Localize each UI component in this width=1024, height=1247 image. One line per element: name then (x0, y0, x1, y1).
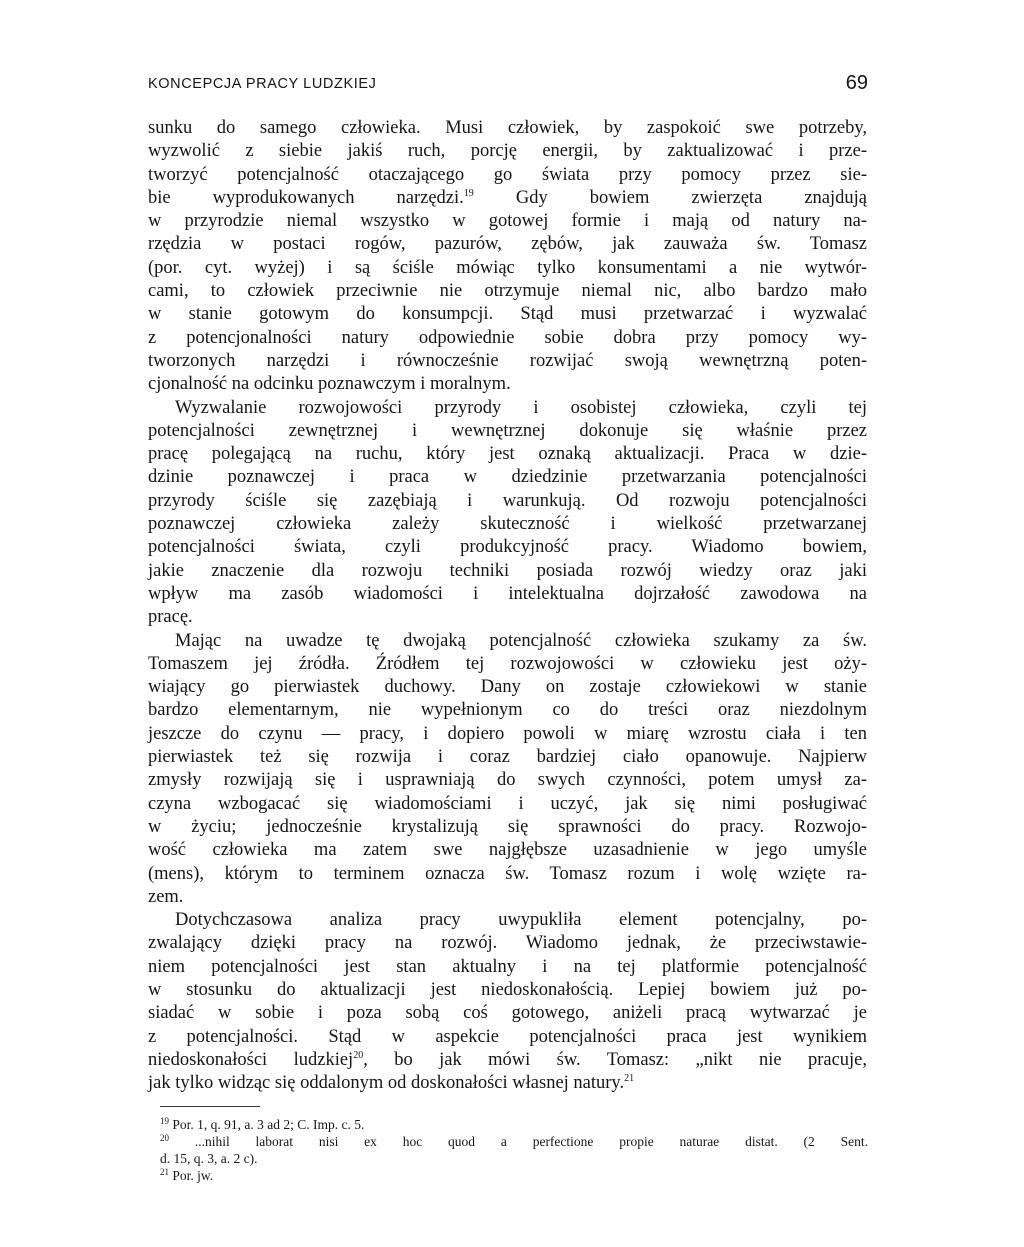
page-number: 69 (845, 72, 868, 94)
footnote-19 (160, 1116, 868, 1133)
running-title: KONCEPCJA PRACY LUDZKIEJ (148, 76, 377, 92)
text-fragment: Gdy bowiem zwierzęta znajdują (473, 187, 867, 208)
text-line: cjonalność na odcinku poznawczym i moralnym. (148, 374, 511, 395)
text-line: tworzyć potencjalność otaczającego go świata przy pomocy przez sie- (148, 164, 867, 185)
running-head (148, 72, 868, 98)
text-line: cami, to człowiek przeciwnie nie otrzymuje niemal nic, albo bardzo mało (148, 281, 867, 302)
footnote-number: 20 (160, 1133, 169, 1143)
footnote-text: Por. jw. (172, 1168, 214, 1183)
paragraph-start: Wyzwalanie rozwojowości przyrody i osobistej człowieka, czyli tej (175, 397, 867, 418)
text-line: w przyrodzie niemal wszystko w gotowej formie i mają od natury na- (148, 211, 867, 232)
text-line: wość człowieka ma zatem swe najgłębsze uzasadnienie w jego umyśle (148, 840, 867, 861)
paragraph-start: Mając na uwadze tę dwojaką potencjalność człowieka szukamy za św. (175, 630, 867, 651)
text-line: w stanie gotowym do konsumpcji. Stąd musi przetwarzać i wyzwalać (148, 304, 867, 325)
text-line: zwalający dzięki pracy na rozwój. Wiadomo jednak, że przeciwstawie- (148, 933, 867, 954)
text-line: pierwiastek też się rozwija i coraz bardziej ciało opanowuje. Najpierw (148, 747, 867, 768)
text-line (148, 187, 867, 210)
text-line: poznawczej człowieka zależy skuteczność i wielkość przetwarzanej (148, 514, 867, 535)
footnote-21 (160, 1167, 868, 1184)
paragraph-start: Dotychczasowa analiza pracy uwypukliła element potencjalny, po- (175, 910, 867, 931)
footnote-number: 21 (160, 1167, 169, 1177)
text-fragment: jak tylko widząc się oddalonym od doskonałości własnej natury. (148, 1073, 625, 1094)
text-line: jakie znaczenie dla rozwoju techniki posiada rozwój wiedzy oraz jaki (148, 560, 867, 581)
footnote-divider (160, 1106, 260, 1107)
footnote-ref: 19 (463, 187, 474, 199)
text-line: pracę. (148, 607, 193, 628)
text-line: potencjalności świata, czyli produkcyjność pracy. Wiadomo bowiem, (148, 537, 867, 558)
text-fragment: niedoskonałości ludzkiej (148, 1049, 354, 1070)
text-line: pracę polegającą na ruchu, który jest oznaką aktualizacji. Praca w dzie- (148, 444, 867, 465)
text-line: zem. (148, 886, 184, 907)
text-line: tworzonych narzędzi i równocześnie rozwijać swoją wewnętrzną poten- (148, 350, 867, 371)
text-line: wpływ ma zasób wiadomości i intelektualna dojrzałość zawodowa na (148, 583, 867, 604)
footnote-text: ...nihil laborat nisi ex hoc quod a perfectione propie naturae distat. (2 Sent. (194, 1134, 868, 1149)
text-fragment: bie wyprodukowanych narzędzi. (148, 187, 464, 208)
text-line: (mens), którym to terminem oznacza św. Tomasz rozum i wolę wzięte ra- (148, 863, 867, 884)
text-line: z potencjonalności natury odpowiednie sobie dobra przy pomocy wy- (148, 327, 867, 348)
text-line: czyna wzbogacać się wiadomościami i uczyć, jak się nimi posługiwać (148, 793, 867, 814)
footnote-ref: 21 (624, 1073, 635, 1085)
footnote-20 (160, 1133, 868, 1150)
text-line: z potencjalności. Stąd w aspekcie potencjalności praca jest wynikiem (148, 1026, 867, 1047)
text-line: w stosunku do aktualizacji jest niedoskonałością. Lepiej bowiem już po- (148, 979, 867, 1000)
footnote-20-continued: d. 15, q. 3, a. 2 c). (160, 1151, 258, 1166)
text-line (148, 1049, 867, 1072)
text-line: Tomaszem jej źródła. Źródłem tej rozwojowości w człowieku jest oży- (148, 653, 867, 674)
footnotes (160, 1116, 868, 1184)
footnote-text: Por. 1, q. 91, a. 3 ad 2; C. Imp. c. 5. (172, 1117, 365, 1132)
body-text (148, 117, 867, 1095)
text-line: wiający go pierwiastek duchowy. Dany on zostaje człowiekowi w stanie (148, 677, 867, 698)
text-line: niem potencjalności jest stan aktualny i na tej platformie potencjalność (148, 956, 867, 977)
text-line: sunku do samego człowieka. Musi człowiek, by zaspokoić swe potrzeby, (148, 118, 867, 138)
text-line: potencjalności zewnętrznej i wewnętrznej dokonuje się właśnie przez (148, 420, 867, 441)
text-line: siadać w sobie i poza sobą coś gotowego, aniżeli pracą wytwarzać je (148, 1003, 867, 1024)
text-line: (por. cyt. wyżej) i są ściśle mówiąc tylko konsumentami a nie wytwór- (148, 257, 867, 278)
text-line: wyzwolić z siebie jakiś ruch, porcję energii, by zaktualizować i prze- (148, 141, 867, 162)
text-line: bardzo elementarnym, nie wypełnionym co do treści oraz niezdolnym (148, 700, 867, 721)
text-line: zmysły rozwijają się i usprawniają do swych czynności, potem umysł za- (148, 770, 867, 791)
text-line: rzędzia w postaci rogów, pazurów, zębów, jak zauważa św. Tomasz (148, 234, 867, 255)
footnote-ref: 20 (353, 1049, 364, 1061)
text-fragment: , bo jak mówi św. Tomasz: „nikt nie pracuje, (363, 1049, 868, 1070)
footnote-number: 19 (160, 1116, 169, 1126)
text-line: w życiu; jednocześnie krystalizują się sprawności do pracy. Rozwojo- (148, 816, 867, 837)
text-line: przyrody ściśle się zazębiają i warunkują. Od rozwoju potencjalności (148, 490, 867, 511)
text-line (148, 1072, 867, 1095)
text-line: dzinie poznawczej i praca w dziedzinie przetwarzania potencjalności (148, 467, 867, 488)
text-line: jeszcze do czynu — pracy, i dopiero powoli w miarę wzrostu ciała i ten (148, 723, 867, 744)
